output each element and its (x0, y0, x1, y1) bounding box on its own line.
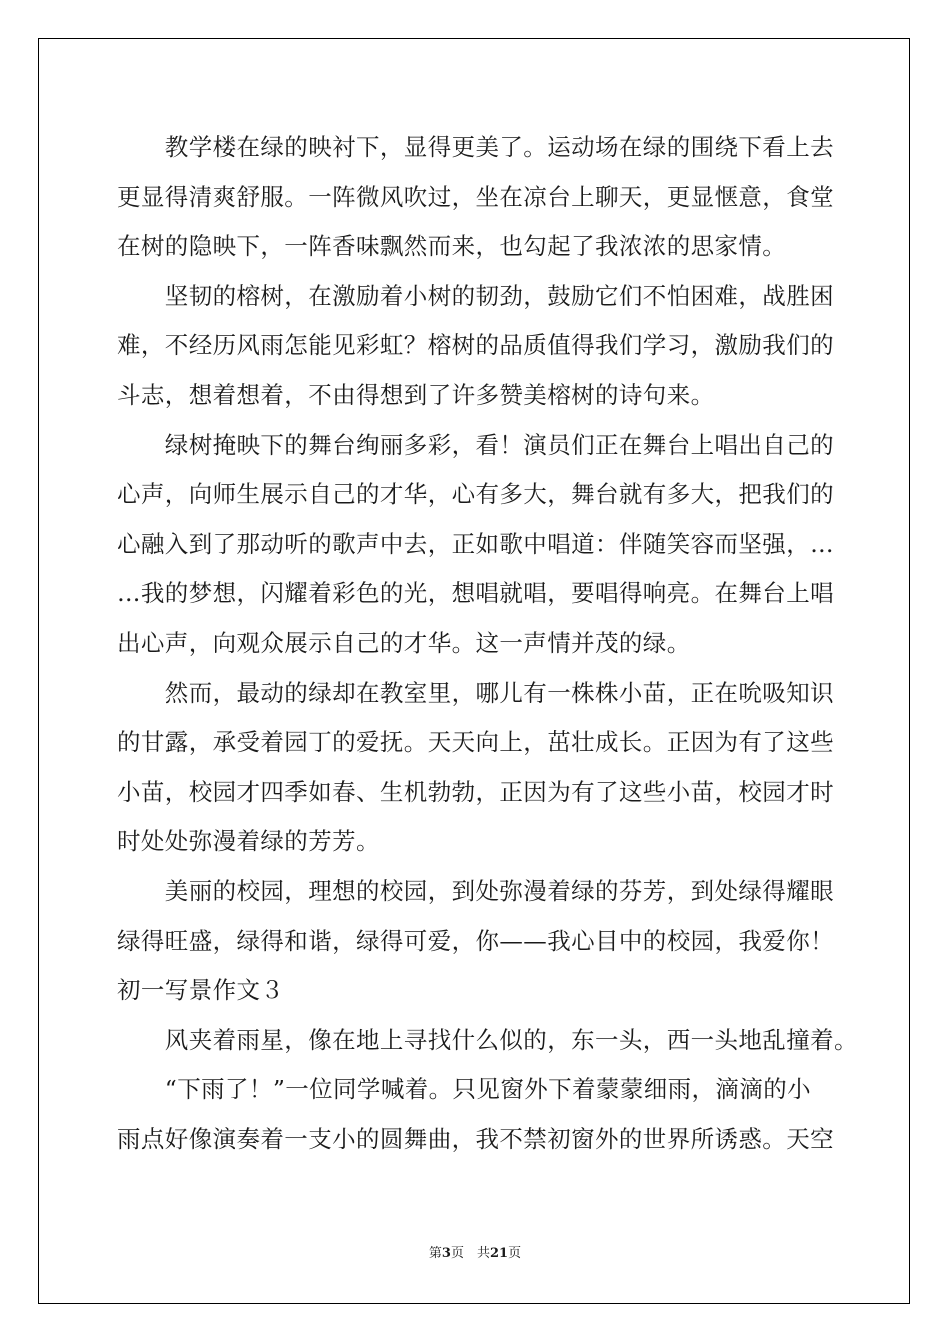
page-footer (0, 1242, 950, 1261)
text-line: 绿得旺盛，绿得和谐，绿得可爱，你——我心目中的校园，我爱你！ (117, 926, 834, 955)
text-line: 心声，向师生展示自己的才华，心有多大，舞台就有多大，把我们的 (117, 480, 834, 509)
text-line: 然而，最动的绿却在教室里，哪儿有一株株小苗，正在吮吸知识 (117, 678, 834, 707)
section-heading: 初一写景作文３ (117, 976, 285, 1005)
text-line: “下雨了！”一位同学喊着。只见窗外下着蒙蒙细雨，滴滴的小 (117, 1075, 812, 1104)
footer-total-pages: 21 (489, 1246, 509, 1261)
text-line: 斗志，想着想着，不由得想到了许多赞美榕树的诗句来。 (117, 380, 715, 409)
text-line: 教学楼在绿的映衬下，显得更美了。运动场在绿的围绕下看上去 (117, 133, 834, 161)
document-body (117, 123, 858, 1164)
text-line: 雨点好像演奏着一支小的圆舞曲，我不禁初窗外的世界所诱惑。天空 (117, 1124, 834, 1153)
text-line: 在树的隐映下，一阵香味飘然而来，也勾起了我浓浓的思家情。 (117, 232, 787, 261)
text-line: 绿树掩映下的舞台绚丽多彩，看！演员们正在舞台上唱出自己的 (117, 430, 834, 459)
text-line: 心融入到了那动听的歌声中去，正如歌中唱道：伴随笑容而坚强，… (117, 529, 834, 558)
text-line: 美丽的校园，理想的校园，到处弥漫着绿的芬芳，到处绿得耀眼 (117, 876, 834, 905)
footer-page-number: 3 (441, 1246, 451, 1261)
text-line: 难，不经历风雨怎能见彩虹？榕树的品质值得我们学习，激励我们的 (117, 331, 834, 360)
text-line: 出心声，向观众展示自己的才华。这一声情并茂的绿。 (117, 628, 691, 657)
text-line: 风夹着雨星，像在地上寻找什么似的，东一头，西一头地乱撞着。 (117, 1025, 858, 1054)
text-line: …我的梦想，闪耀着彩色的光，想唱就唱，要唱得响亮。在舞台上唱 (117, 579, 834, 608)
text-line: 小苗，校园才四季如春、生机勃勃，正因为有了这些小苗，校园才时 (117, 777, 834, 806)
footer-page-prefix: 第 (428, 1246, 442, 1261)
footer-page-suffix: 页 共 (450, 1246, 490, 1261)
text-line: 坚韧的榕树，在激励着小树的韧劲，鼓励它们不怕困难，战胜困 (117, 281, 834, 310)
text-line: 更显得清爽舒服。一阵微风吹过，坐在凉台上聊天，更显惬意，食堂 (117, 182, 834, 211)
text-line: 的甘露，承受着园丁的爱抚。天天向上，茁壮成长。正因为有了这些 (117, 728, 834, 757)
footer-total-suffix: 页 (508, 1246, 522, 1261)
text-line: 时处处弥漫着绿的芳芳。 (117, 827, 380, 856)
